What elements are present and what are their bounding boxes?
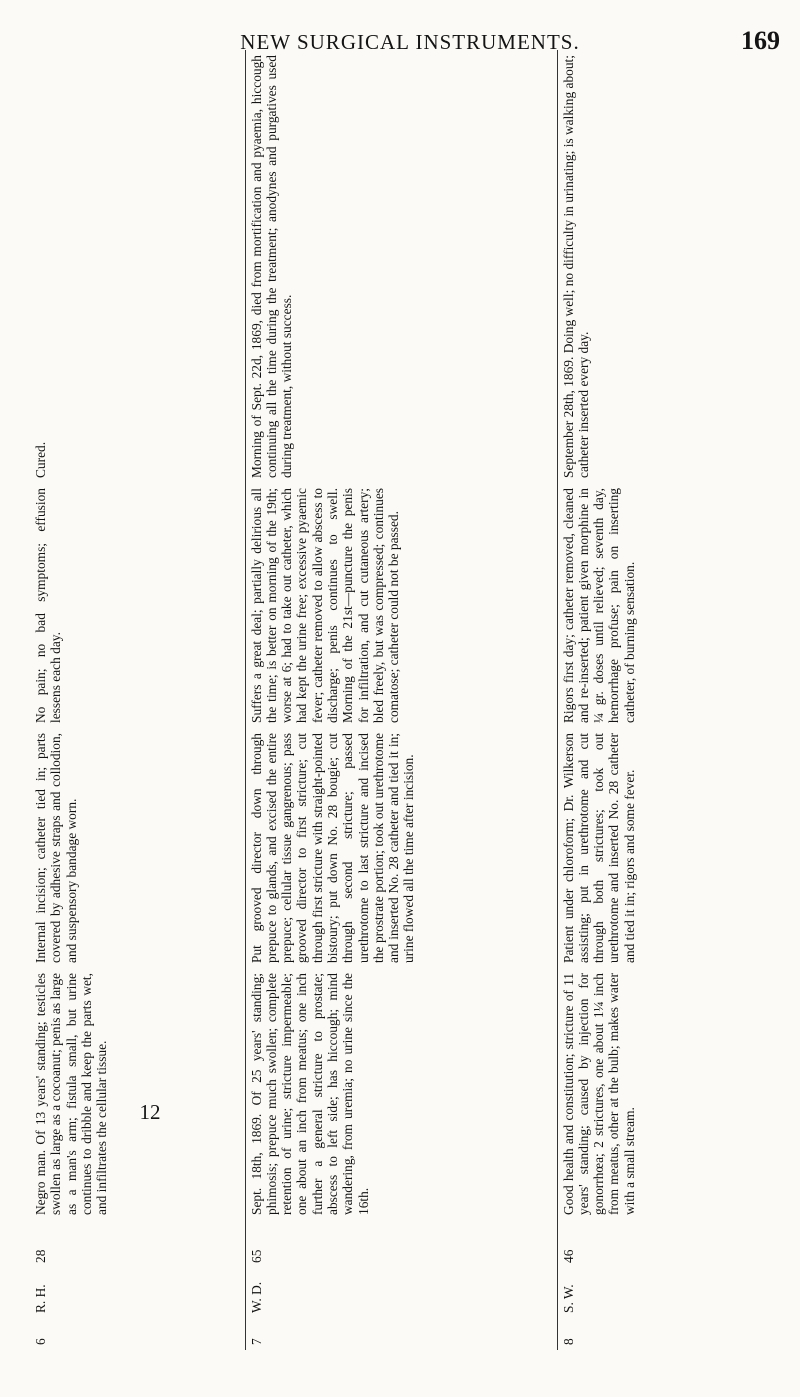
patient-initials: S. W. — [557, 1268, 780, 1318]
signature-mark: 12 — [139, 1100, 161, 1124]
patient-initials: R. H. — [33, 1284, 48, 1313]
case-number: 7 — [245, 1318, 557, 1350]
patient-age: 46 — [557, 1220, 780, 1268]
operation-description: Put grooved director down through prepuce to glands, and excised the entire prepuce; cellular tissue gangrenous; pass grooved director to first stricture; cut through first stricture with straight-pointed bistoury; put down No. 28 bougie; cut through second stricture; passed urethrotome to last stricture and incised the prostrate portion; took out urethrotome and inserted No. 28 catheter and tied it in; urine flowed all the time after incision. — [245, 728, 557, 968]
case-number: 6 — [33, 1338, 48, 1345]
case-history: Good health and constitution; stricture of 11 years' standing; caused by injection for gonorrhœa; 2 strictures, one about 1¼ inch from meatus, other at the bulb; makes water with a small stream. — [557, 968, 780, 1220]
operation-description: Internal incision; catheter tied in; parts covered by adhesive straps and collodion, and suspensory bandage worn. — [33, 733, 79, 963]
case-history: Negro man. Of 13 years' standing; testicles swollen as large as a cocoanut; penis as large as a man's arm; fistula small, but urine continues to dribble and keep the parts wet, and infiltrates the cellular tissue. — [33, 973, 110, 1215]
page-number: 169 — [741, 26, 780, 55]
table-row — [30, 50, 245, 1350]
case-table — [30, 50, 780, 1350]
case-result: Morning of Sept. 22d, 1869, died from mortification and pyaemia, hiccough continuing all the time during the treatment; anodynes and purgatives used during treatment, without success. — [245, 50, 557, 483]
case-result: September 28th, 1869. Doing well; no difficulty in urinating; is walking about; catheter inserted every day. — [557, 50, 780, 483]
patient-initials: W. D. — [245, 1268, 557, 1318]
after-treatment: No pain; no bad symptoms; effusion lessens each day. — [33, 488, 64, 723]
after-treatment: Suffers a great deal; partially delirious all the time; is better on morning of the 19th; worse at 6; had to take out catheter, which had kept the urine free; excessive pyaemic fever; catheter removed to allow abscess to discharge; penis continues to swell. Morning of the 21st—puncture the penis for infiltration, and cut cutaneous artery; bled freely, but was compressed; continues comatose; catheter could not be passed. — [245, 483, 557, 728]
after-treatment: Rigors first day; catheter removed, cleaned and re-inserted; patient given morphine in ¼ gr. doses until relieved; seventh day, hemorrhage profuse; pain on inserting catheter, of burning sensation. — [557, 483, 780, 728]
patient-age: 28 — [33, 1249, 48, 1263]
operation-description: Patient under chloroform; Dr. Wilkerson assisting; put in urethrotome and cut through both strictures; took out urethrotome and inserted No. 28 catheter and tied it in; rigors and some fever. — [557, 728, 780, 968]
patient-age: 65 — [245, 1220, 557, 1268]
table-row — [557, 50, 780, 1350]
case-number: 8 — [557, 1318, 780, 1350]
running-title: NEW SURGICAL INSTRUMENTS. — [240, 30, 580, 54]
case-history: Sept. 18th, 1869. Of 25 years' standing; phimosis; prepuce much swollen; complete retention of urine; stricture impermeable; one about an inch from meatus; one inch further a general stricture to prostate; abscess to left side; has hiccough; mind wandering, from uremia; no urine since the 16th. — [245, 968, 557, 1220]
case-result: Cured. — [33, 441, 48, 478]
table-row — [245, 50, 557, 1350]
rotated-case-table — [30, 50, 780, 1350]
